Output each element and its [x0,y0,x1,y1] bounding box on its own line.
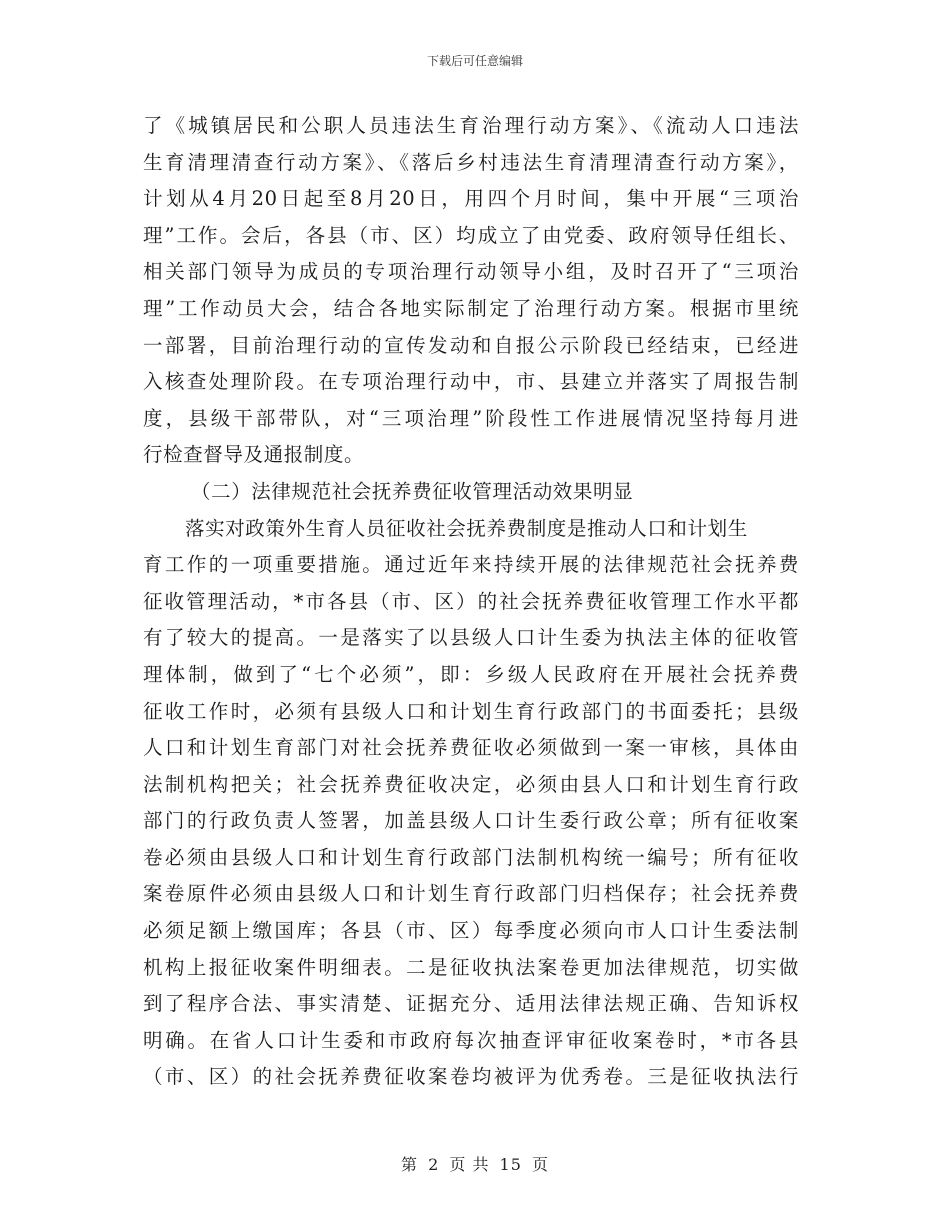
paragraph-line: 必须足额上缴国库；各县（市、区）每季度必须向市人口计生委法制 [143,919,799,943]
total-pages-number: 15 [499,1155,522,1174]
page-label-mid: 页 共 [449,1155,490,1174]
header-note: 下载后可任意编辑 [426,54,523,68]
text-line: 相关部门领导为成员的专项治理行动领导小组，及时召开了“三项治 [143,260,799,284]
paragraph-line: 育工作的一项重要措施。通过近年来持续开展的法律规范社会抚养费 [143,553,799,577]
paragraph-line: 落实对政策外生育人员征收社会抚养费制度是推动人口和计划生 [185,516,748,540]
paragraph-line: 理体制，做到了“七个必须”，即：乡级人民政府在开展社会抚养费 [143,662,799,686]
page-footer [0,1152,950,1175]
text-line: 计划从4月20日起至8月20日，用四个月时间，集中开展“三项治 [143,187,799,211]
page-label-suffix: 页 [532,1155,550,1174]
paragraph-line: （市、区）的社会抚养费征收案卷均被评为优秀卷。三是征收执法行 [143,1065,799,1089]
paragraph-line: 征收工作时，必须有县级人口和计划生育行政部门的书面委托；县级 [143,699,799,723]
text-line: 理”工作动员大会，结合各地实际制定了治理行动方案。根据市里统 [143,296,799,320]
paragraph-line: 卷必须由县级人口和计划生育行政部门法制机构统一编号；所有征收 [143,845,799,869]
text-line: 理”工作。会后，各县（市、区）均成立了由党委、政府领导任组长、 [143,223,799,247]
paragraph-line: 案卷原件必须由县级人口和计划生育行政部门归档保存；社会抚养费 [143,882,799,906]
text-line: 度，县级干部带队，对“三项治理”阶段性工作进展情况坚持每月进 [143,406,799,430]
text-line: 一部署，目前治理行动的宣传发动和自报公示阶段已经结束，已经进 [143,333,799,357]
paragraph-line: 机构上报征收案件明细表。二是征收执法案卷更加法律规范，切实做 [143,955,799,979]
paragraph-line: 人口和计划生育部门对社会抚养费征收必须做到一案一审核，具体由 [143,736,799,760]
paragraph-line: 法制机构把关；社会抚养费征收决定，必须由县人口和计划生育行政 [143,772,799,796]
text-line: 生育清理清查行动方案》、《落后乡村违法生育清理清查行动方案》， [143,150,799,174]
paragraph-line: 部门的行政负责人签署，加盖县级人口计生委行政公章；所有征收案 [143,809,799,833]
text-line: 行检查督导及通报制度。 [143,443,365,467]
paragraph-line: 有了较大的提高。一是落实了以县级人口计生委为执法主体的征收管 [143,626,799,650]
paragraph-line: 到了程序合法、事实清楚、证据充分、适用法律法规正确、告知诉权 [143,992,799,1016]
paragraph-line: 明确。在省人口计生委和市政府每次抽查评审征收案卷时，*市各县 [143,1028,799,1052]
current-page-number: 2 [428,1155,440,1174]
page-label-prefix: 第 [400,1155,418,1174]
section-heading: （二）法律规范社会抚养费征收管理活动效果明显 [191,479,634,503]
text-line: 了《城镇居民和公职人员违法生育治理行动方案》、《流动人口违法 [143,114,799,137]
paragraph-line: 征收管理活动，*市各县（市、区）的社会抚养费征收管理工作水平都 [143,589,799,613]
body-text [143,108,799,1096]
text-line: 入核查处理阶段。在专项治理行动中，市、县建立并落实了周报告制 [143,370,799,394]
